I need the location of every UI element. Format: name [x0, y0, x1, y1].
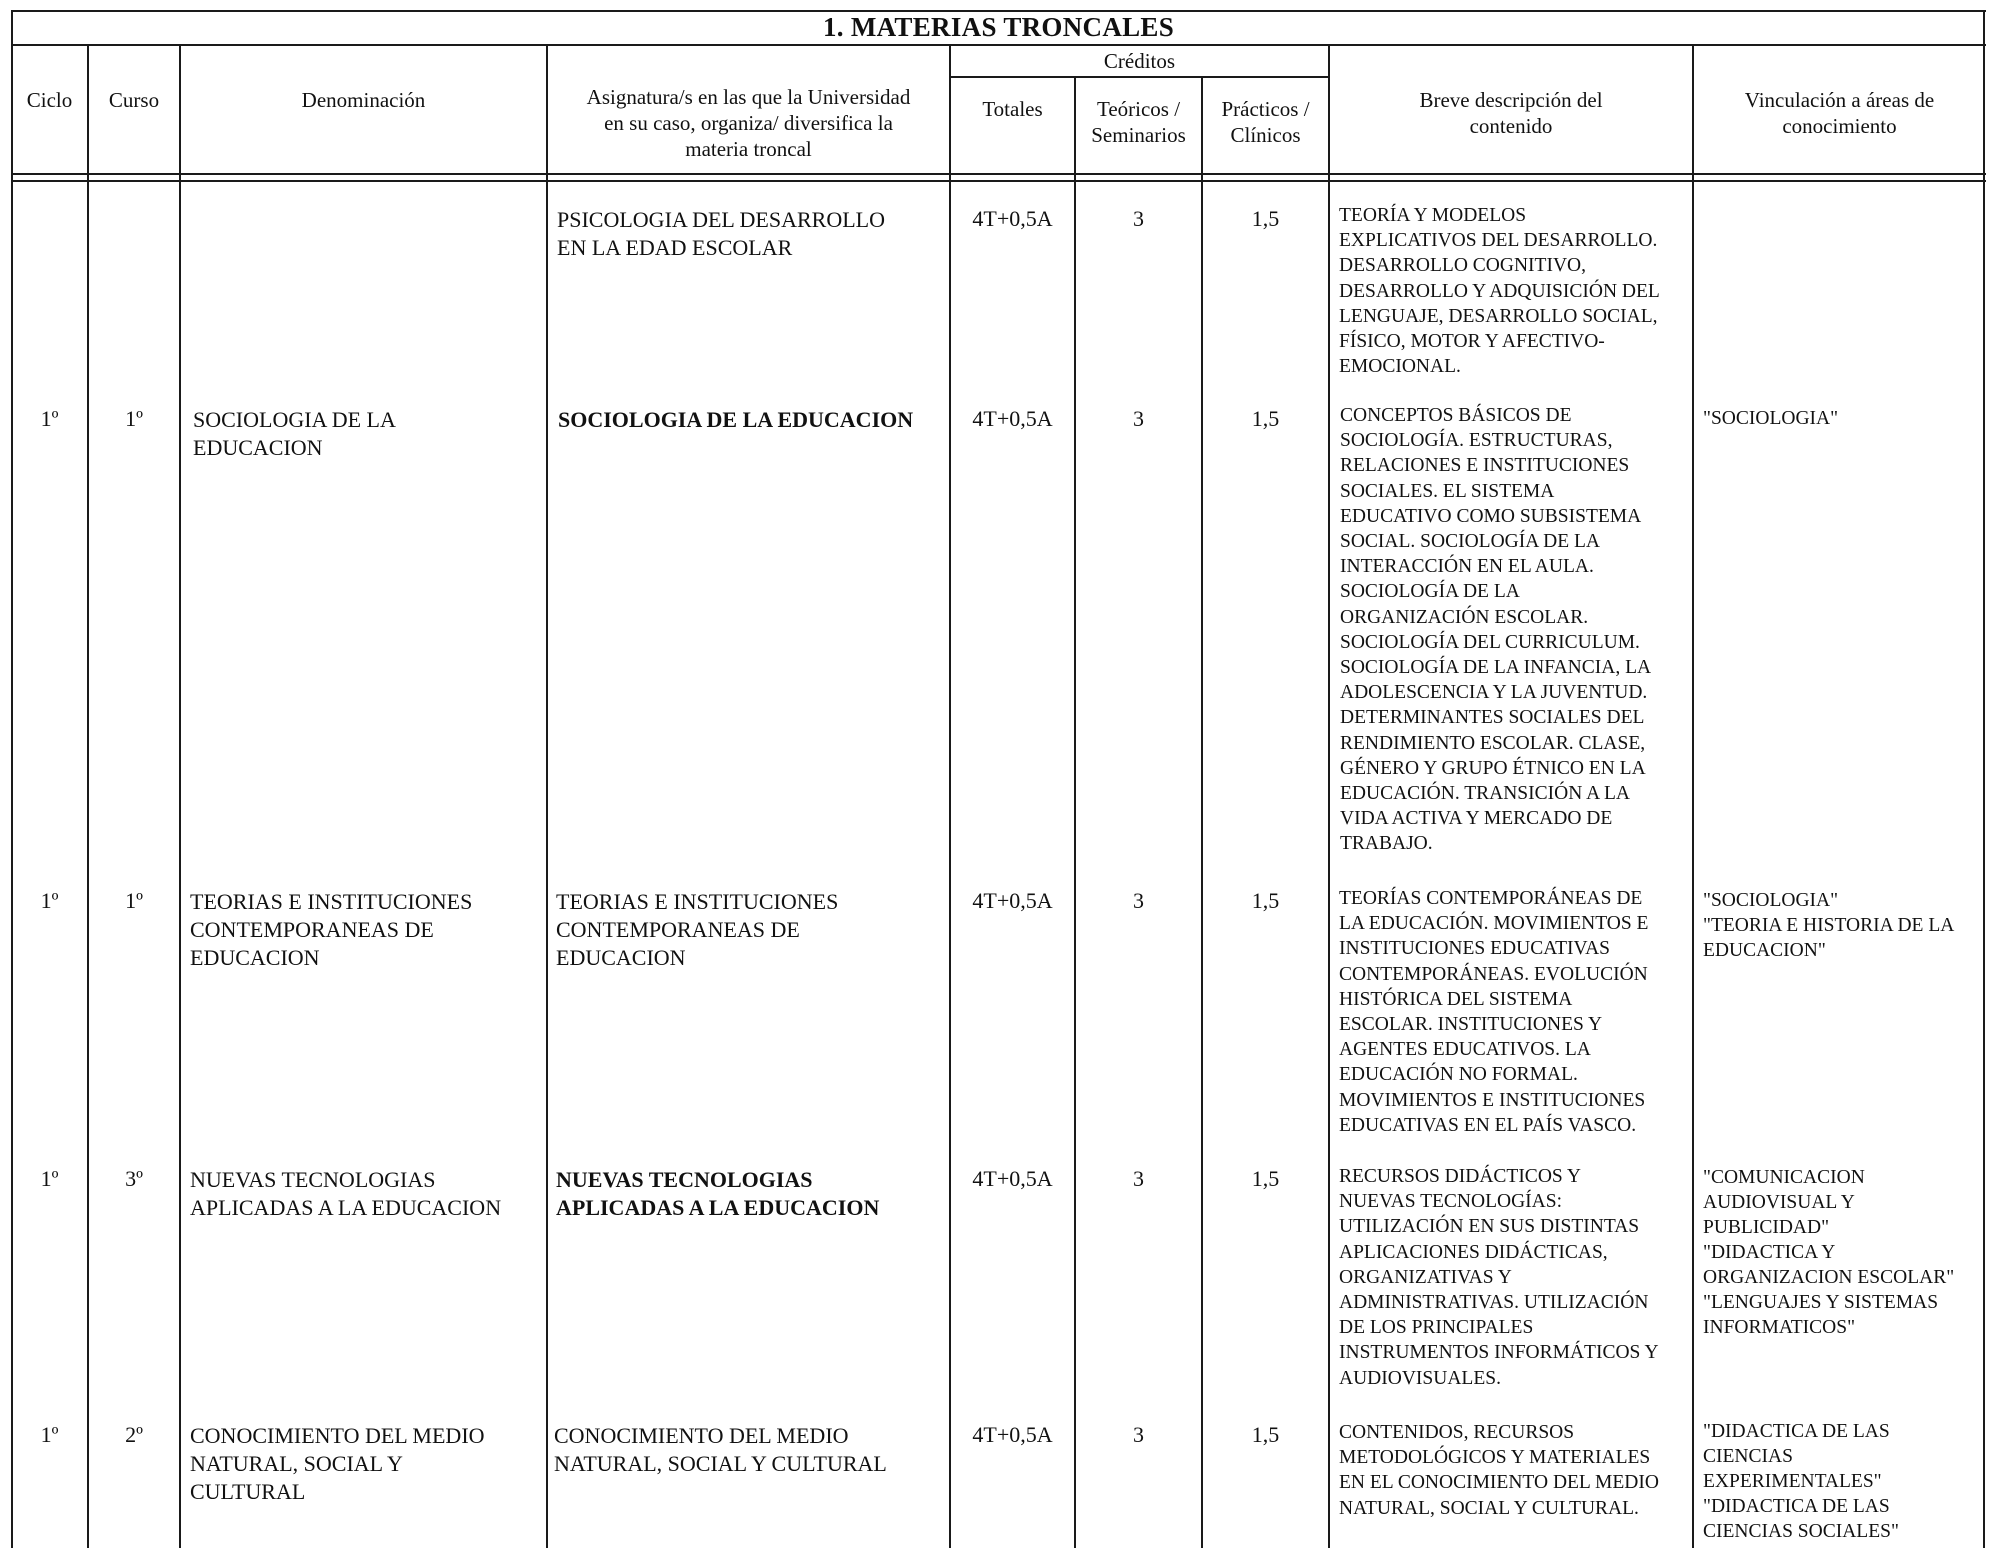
row-1-totales: 4T+0,5A — [972, 206, 1053, 231]
header-descripcion: Breve descripción del contenido — [1419, 88, 1603, 138]
row-3-asignatura: TEORIAS E INSTITUCIONES CONTEMPORANEAS DE EDUCACION — [556, 889, 839, 970]
row-2-teoricos: 3 — [1133, 406, 1144, 431]
col-border-left — [11, 10, 13, 1548]
row-2-totales: 4T+0,5A — [972, 406, 1053, 431]
row-4-curso: 3º — [125, 1166, 143, 1191]
row-1-practicos: 1,5 — [1251, 206, 1280, 231]
header-rule-inner — [11, 180, 1986, 182]
col-sep-totales — [1074, 78, 1076, 1548]
row-1-teoricos: 3 — [1133, 206, 1144, 231]
col-sep-asignatura — [949, 44, 951, 1548]
header-teoricos: Teóricos / Seminarios — [1091, 97, 1186, 147]
title-rule — [11, 44, 1986, 46]
row-3-denominacion: TEORIAS E INSTITUCIONES CONTEMPORANEAS DE EDUCACION — [190, 889, 473, 970]
row-2-practicos: 1,5 — [1251, 406, 1280, 431]
row-5-totales: 4T+0,5A — [972, 1422, 1053, 1447]
row-3-vinculacion: "SOCIOLOGIA" "TEORIA E HISTORIA DE LA EDUCACION" — [1703, 890, 1955, 961]
row-2-ciclo: 1º — [40, 406, 59, 431]
row-4-practicos: 1,5 — [1251, 1166, 1280, 1191]
col-sep-curso — [179, 44, 181, 1548]
row-4-totales: 4T+0,5A — [972, 1166, 1053, 1191]
header-denominacion: Denominación — [301, 88, 426, 112]
row-5-ciclo: 1º — [40, 1422, 59, 1447]
row-4-vinculacion: "COMUNICACION AUDIOVISUAL Y PUBLICIDAD" "DIDACTICA Y ORGANIZACION ESCOLAR" "LENGUAJES Y SISTEMAS INFORMATICOS" — [1703, 1167, 1955, 1338]
row-1-descripcion: TEORÍA Y MODELOS EXPLICATIVOS DEL DESARROLLO. DESARROLLO COGNITIVO, DESARROLLO Y ADQUISICIÓN DEL LENGUAJE, DESARROLLO SOCIAL, FÍSICO, MOTOR Y AFECTIVO- EMOCIONAL. — [1339, 205, 1660, 378]
col-sep-practicos — [1328, 44, 1330, 1548]
page-title: 1. MATERIAS TRONCALES — [822, 12, 1175, 42]
materias-troncales-document — [11, 10, 1986, 1548]
header-asignatura: Asignatura/s en las que la Universidad en su caso, organiza/ diversifica la materia troncal — [586, 85, 911, 161]
row-2-denominacion: SOCIOLOGIA DE LA EDUCACION — [193, 407, 396, 460]
row-3-descripcion: TEORÍAS CONTEMPORÁNEAS DE LA EDUCACIÓN. MOVIMIENTOS E INSTITUCIONES EDUCATIVAS CONTEMPORÁNEAS. EVOLUCIÓN HISTÓRICA DEL SISTEMA ESCOLAR. INSTITUCIONES Y AGENTES EDUCATIVOS. LA EDUCACIÓN NO FORMAL. MOVIMIENTOS E INSTITUCIONES EDUCATIVAS EN EL PAÍS VASCO. — [1339, 888, 1649, 1136]
row-5-denominacion: CONOCIMIENTO DEL MEDIO NATURAL, SOCIAL Y CULTURAL — [190, 1423, 485, 1504]
row-5-teoricos: 3 — [1133, 1422, 1144, 1447]
row-5-asignatura: CONOCIMIENTO DEL MEDIO NATURAL, SOCIAL Y CULTURAL — [554, 1423, 887, 1476]
row-4-denominacion: NUEVAS TECNOLOGIAS APLICADAS A LA EDUCACION — [190, 1167, 502, 1220]
row-3-curso: 1º — [125, 888, 143, 913]
row-5-vinculacion: "DIDACTICA DE LAS CIENCIAS EXPERIMENTALES" "DIDACTICA DE LAS CIENCIAS SOCIALES" — [1703, 1421, 1899, 1542]
row-3-ciclo: 1º — [40, 888, 59, 913]
col-sep-descripcion — [1692, 44, 1694, 1548]
header-rule — [11, 173, 1986, 175]
row-4-asignatura: NUEVAS TECNOLOGIAS APLICADAS A LA EDUCACION — [556, 1167, 880, 1220]
header-practicos: Prácticos / Clínicos — [1221, 97, 1310, 147]
row-4-teoricos: 3 — [1133, 1166, 1144, 1191]
col-border-right — [1983, 10, 1985, 1548]
row-2-curso: 1º — [125, 406, 143, 431]
row-1-asignatura: PSICOLOGIA DEL DESARROLLO EN LA EDAD ESCOLAR — [557, 207, 885, 260]
row-5-descripcion: CONTENIDOS, RECURSOS METODOLÓGICOS Y MATERIALES EN EL CONOCIMIENTO DEL MEDIO NATURAL, SOCIAL Y CULTURAL. — [1339, 1422, 1659, 1519]
row-3-totales: 4T+0,5A — [972, 888, 1053, 913]
header-creditos: Créditos — [1103, 49, 1176, 73]
creditos-rule — [949, 76, 1328, 78]
row-4-descripcion: RECURSOS DIDÁCTICOS Y NUEVAS TECNOLOGÍAS: UTILIZACIÓN EN SUS DISTINTAS APLICACIONES DIDÁCTICAS, ORGANIZATIVAS Y ADMINISTRATIVAS. UTILIZACIÓN DE LOS PRINCIPALES INSTRUMENTOS INFORMÁTICOS Y AUDIOVISUALES. — [1339, 1166, 1659, 1389]
row-2-descripcion: CONCEPTOS BÁSICOS DE SOCIOLOGÍA. ESTRUCTURAS, RELACIONES E INSTITUCIONES SOCIALES. EL SISTEMA EDUCATIVO COMO SUBSISTEMA SOCIAL. SOCIOLOGÍA DE LA INTERACCIÓN EN EL AULA. SOCIOLOGÍA DE LA ORGANIZACIÓN ESCOLAR. SOCIOLOGÍA DEL CURRICULUM. SOCIOLOGÍA DE LA INFANCIA, LA ADOLESCENCIA Y LA JUVENTUD. DETERMINANTES SOCIALES DEL RENDIMIENTO ESCOLAR. CLASE, GÉNERO Y GRUPO ÉTNICO EN LA EDUCACIÓN. TRANSICIÓN A LA VIDA ACTIVA Y MERCADO DE TRABAJO. — [1340, 405, 1652, 855]
header-curso: Curso — [108, 88, 160, 112]
row-2-vinculacion: "SOCIOLOGIA" — [1703, 408, 1839, 429]
row-5-practicos: 1,5 — [1251, 1422, 1280, 1447]
header-ciclo: Ciclo — [26, 88, 73, 112]
col-sep-denominacion — [546, 44, 548, 1548]
col-sep-teoricos — [1201, 78, 1203, 1548]
row-3-practicos: 1,5 — [1251, 888, 1280, 913]
header-vinculacion: Vinculación a áreas de conocimiento — [1744, 88, 1935, 138]
row-2-asignatura: SOCIOLOGIA DE LA EDUCACION — [558, 407, 914, 432]
row-5-curso: 2º — [125, 1422, 143, 1447]
row-4-ciclo: 1º — [40, 1166, 59, 1191]
col-sep-ciclo — [87, 44, 89, 1548]
header-totales: Totales — [982, 97, 1043, 121]
row-3-teoricos: 3 — [1133, 888, 1144, 913]
